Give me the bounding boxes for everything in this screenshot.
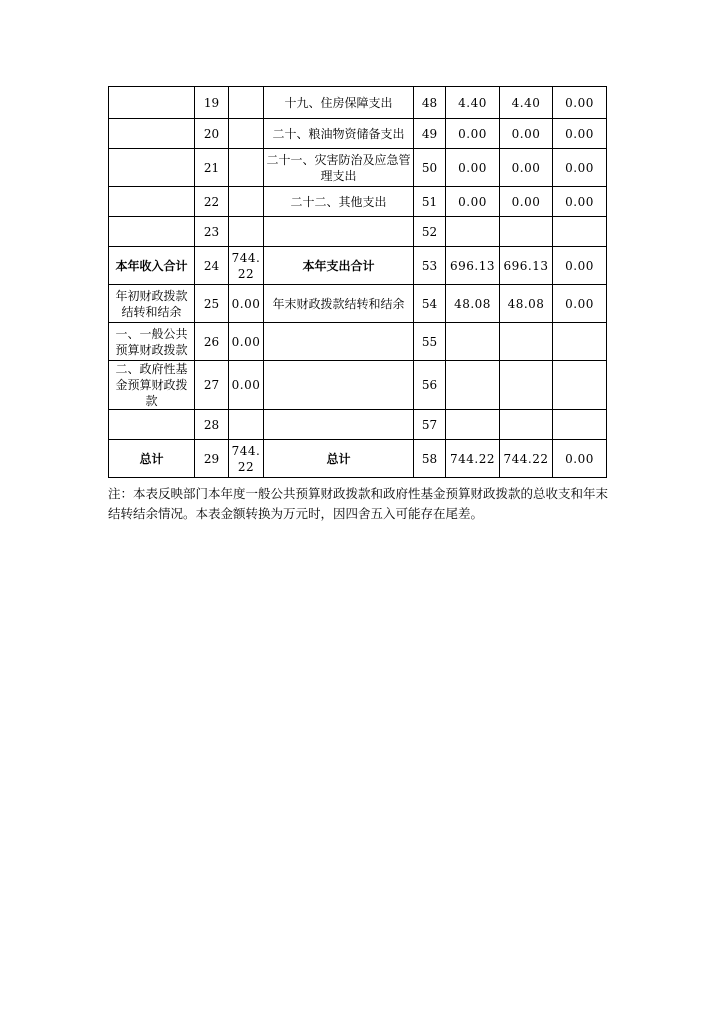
income-row-number-cell: 26 [195, 323, 229, 361]
income-amount-cell [229, 217, 264, 247]
income-amount-cell: 0.00 [229, 361, 264, 410]
general-budget-cell [500, 361, 553, 410]
income-row-number-cell: 23 [195, 217, 229, 247]
table-row [109, 217, 607, 247]
income-amount-cell [229, 149, 264, 187]
government-fund-cell: 0.00 [553, 247, 607, 285]
expense-row-number-cell: 53 [414, 247, 446, 285]
income-amount-cell [229, 410, 264, 440]
income-item-cell: 总计 [109, 440, 195, 478]
government-fund-cell: 0.00 [553, 119, 607, 149]
expense-total-cell [446, 217, 500, 247]
income-item-cell [109, 187, 195, 217]
income-amount-cell [229, 187, 264, 217]
income-item-cell [109, 87, 195, 119]
general-budget-cell [500, 323, 553, 361]
table-row [109, 187, 607, 217]
fiscal-budget-table [108, 86, 607, 478]
general-budget-cell: 0.00 [500, 149, 553, 187]
table-row [109, 119, 607, 149]
expense-item-cell: 年末财政拨款结转和结余 [264, 285, 414, 323]
expense-row-number-cell: 55 [414, 323, 446, 361]
table-row [109, 87, 607, 119]
government-fund-cell: 0.00 [553, 87, 607, 119]
table-footnote: 注：本表反映部门本年度一般公共预算财政拨款和政府性基金预算财政拨款的总收支和年末结转结余情况。本表金额转换为万元时，因四舍五入可能存在尾差。 [108, 486, 609, 521]
table-row [109, 361, 607, 410]
expense-total-cell: 0.00 [446, 187, 500, 217]
income-row-number-cell: 19 [195, 87, 229, 119]
expense-row-number-cell: 48 [414, 87, 446, 119]
income-item-cell: 年初财政拨款结转和结余 [109, 285, 195, 323]
income-amount-cell: 0.00 [229, 323, 264, 361]
government-fund-cell: 0.00 [553, 149, 607, 187]
general-budget-cell: 696.13 [500, 247, 553, 285]
government-fund-cell [553, 217, 607, 247]
expense-item-cell [264, 217, 414, 247]
expense-total-cell: 4.40 [446, 87, 500, 119]
table-body [109, 87, 607, 478]
expense-total-cell: 696.13 [446, 247, 500, 285]
income-row-number-cell: 24 [195, 247, 229, 285]
income-amount-cell: 0.00 [229, 285, 264, 323]
expense-row-number-cell: 49 [414, 119, 446, 149]
general-budget-cell: 48.08 [500, 285, 553, 323]
general-budget-cell: 4.40 [500, 87, 553, 119]
income-amount-cell [229, 119, 264, 149]
expense-item-cell: 十九、住房保障支出 [264, 87, 414, 119]
expense-total-cell: 0.00 [446, 149, 500, 187]
income-item-cell [109, 410, 195, 440]
expense-item-cell: 二十、粮油物资储备支出 [264, 119, 414, 149]
income-row-number-cell: 29 [195, 440, 229, 478]
income-row-number-cell: 20 [195, 119, 229, 149]
expense-total-cell: 0.00 [446, 119, 500, 149]
table-row [109, 440, 607, 478]
expense-row-number-cell: 57 [414, 410, 446, 440]
table-row [109, 323, 607, 361]
expense-total-cell: 48.08 [446, 285, 500, 323]
table-row [109, 285, 607, 323]
income-amount-cell: 744.22 [229, 247, 264, 285]
expense-item-cell: 总计 [264, 440, 414, 478]
government-fund-cell [553, 361, 607, 410]
general-budget-cell: 0.00 [500, 119, 553, 149]
government-fund-cell: 0.00 [553, 187, 607, 217]
expense-total-cell [446, 410, 500, 440]
table-row [109, 410, 607, 440]
general-budget-cell [500, 410, 553, 440]
government-fund-cell: 0.00 [553, 285, 607, 323]
income-item-cell [109, 217, 195, 247]
expense-item-cell: 二十二、其他支出 [264, 187, 414, 217]
expense-row-number-cell: 54 [414, 285, 446, 323]
expense-row-number-cell: 50 [414, 149, 446, 187]
income-row-number-cell: 21 [195, 149, 229, 187]
expense-total-cell: 744.22 [446, 440, 500, 478]
expense-total-cell [446, 323, 500, 361]
expense-item-cell [264, 323, 414, 361]
expense-total-cell [446, 361, 500, 410]
income-item-cell [109, 119, 195, 149]
expense-item-cell: 二十一、灾害防治及应急管理支出 [264, 149, 414, 187]
general-budget-cell: 0.00 [500, 187, 553, 217]
expense-row-number-cell: 58 [414, 440, 446, 478]
income-row-number-cell: 25 [195, 285, 229, 323]
government-fund-cell: 0.00 [553, 440, 607, 478]
expense-row-number-cell: 52 [414, 217, 446, 247]
income-amount-cell [229, 87, 264, 119]
expense-row-number-cell: 56 [414, 361, 446, 410]
income-item-cell: 二、政府性基金预算财政拨款 [109, 361, 195, 410]
income-row-number-cell: 27 [195, 361, 229, 410]
expense-item-cell: 本年支出合计 [264, 247, 414, 285]
government-fund-cell [553, 323, 607, 361]
table-row [109, 149, 607, 187]
expense-item-cell [264, 361, 414, 410]
income-row-number-cell: 22 [195, 187, 229, 217]
income-item-cell: 本年收入合计 [109, 247, 195, 285]
table-row [109, 247, 607, 285]
income-amount-cell: 744.22 [229, 440, 264, 478]
income-item-cell [109, 149, 195, 187]
general-budget-cell [500, 217, 553, 247]
expense-row-number-cell: 51 [414, 187, 446, 217]
expense-item-cell [264, 410, 414, 440]
general-budget-cell: 744.22 [500, 440, 553, 478]
income-row-number-cell: 28 [195, 410, 229, 440]
income-item-cell: 一、一般公共预算财政拨款 [109, 323, 195, 361]
government-fund-cell [553, 410, 607, 440]
